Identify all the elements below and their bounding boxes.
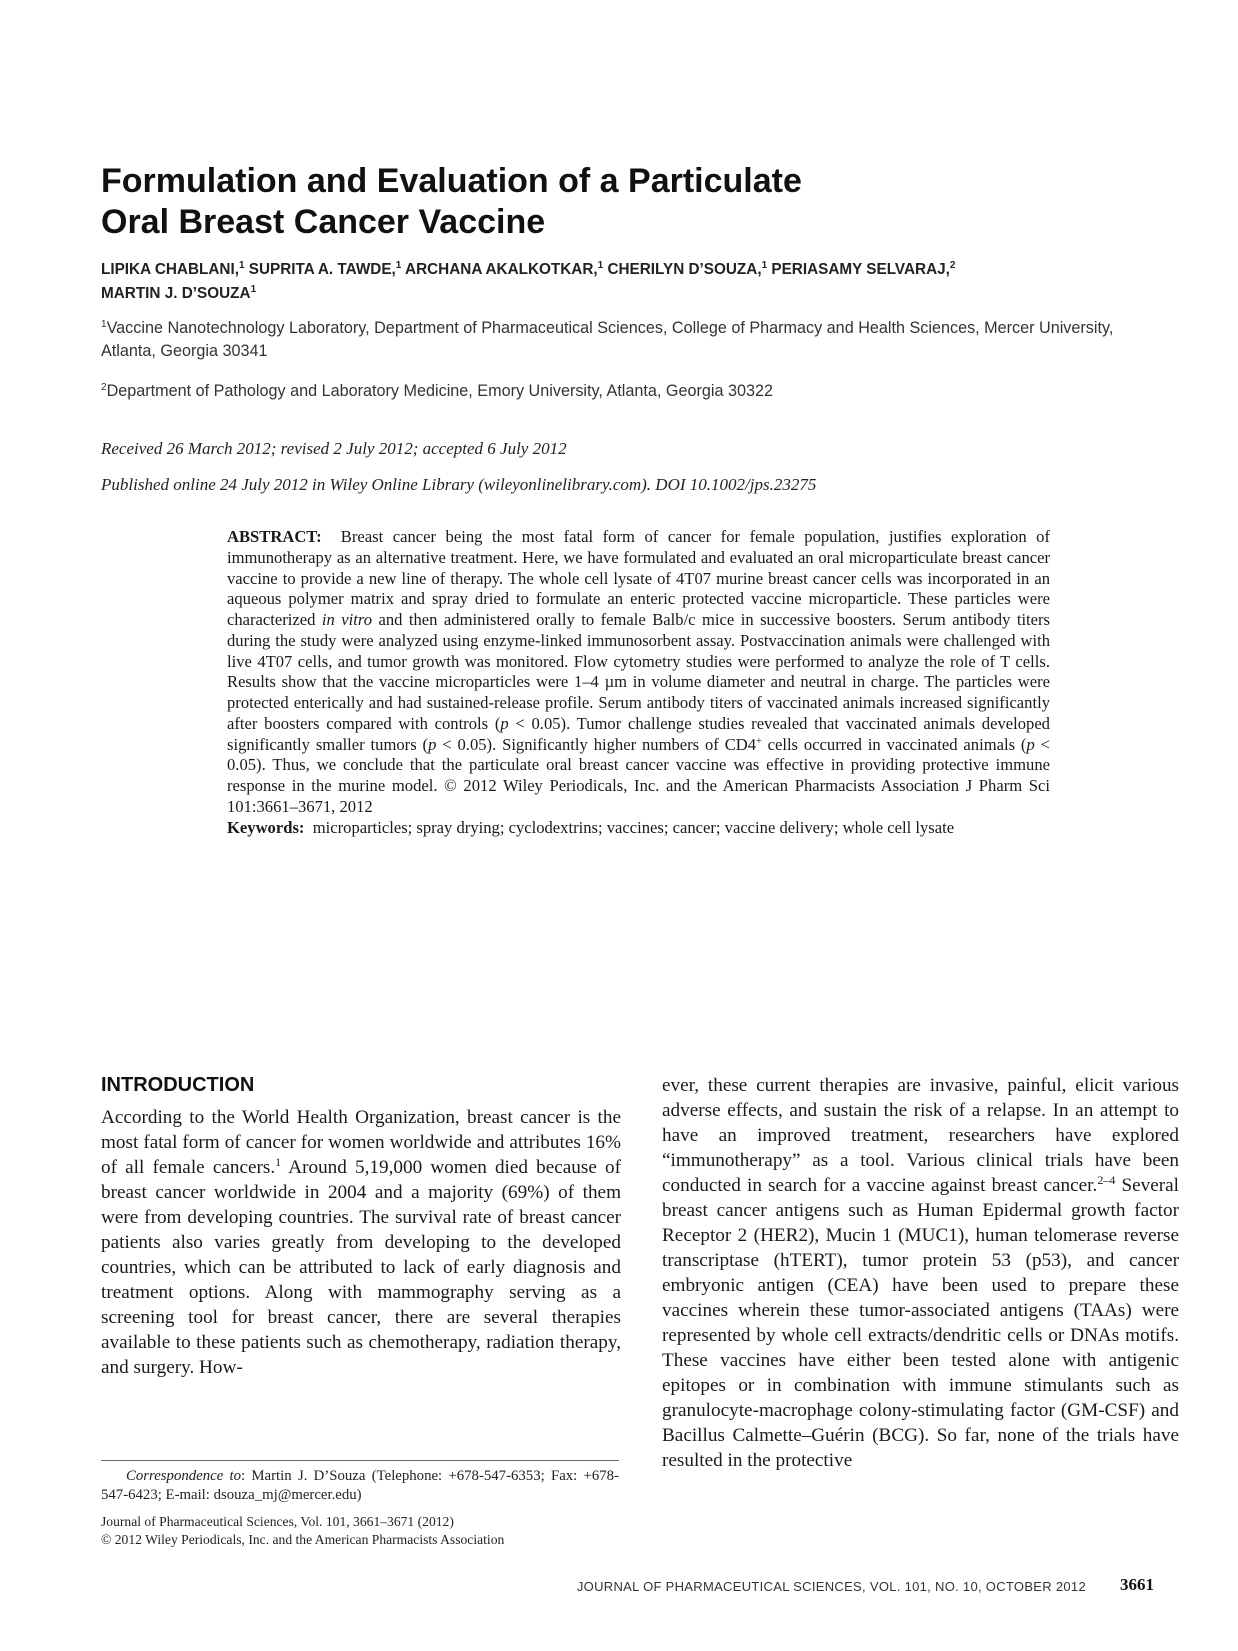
author: ARCHANA AKALKOTKAR,$^1$: [405, 260, 604, 278]
journal-volume-line: Journal of Pharmaceutical Sciences, Vol. 101, 3661–3671 (2012): [101, 1514, 454, 1529]
author: CHERILYN D’SOUZA,$^1$: [607, 260, 768, 278]
section-heading-introduction: INTRODUCTION: [101, 1074, 255, 1096]
title-line-2: Oral Breast Cancer Vaccine: [101, 202, 546, 241]
paragraph: According to the World Health Organization, breast cancer is the most fatal form of cancer for women worldwide and attributes 16% of all female cancers.$^1$ Around 5,19,000 women died because of breast cancer worldwide in 2004 and a majority (69%) of them were from developing countries. The survival rate of breast cancer patients also varies greatly from developing to the developed countries, which can be attributed to lack of early diagnosis and treatment options. Along with mammography serving as a screening tool for breast cancer, there are several therapies available to these patients such as chemotherapy, radiation therapy, and surgery. How-: [101, 1107, 621, 1378]
abstract-label: ABSTRACT:: [227, 527, 322, 546]
title-line-1: Formulation and Evaluation of a Particulate: [101, 161, 802, 200]
page-number: 3661: [1120, 1575, 1154, 1594]
running-footer: JOURNAL OF PHARMACEUTICAL SCIENCES, VOL. 101, NO. 10, OCTOBER 2012: [576, 1579, 1086, 1594]
paragraph: ever, these current therapies are invasive, painful, elicit various adverse effects, and sustain the risk of a relapse. In an attempt to have an improved treatment, researchers have explored “immunotherapy” as a tool. Various clinical trials have been conducted in search for a vaccine against breast cancer.$^{2-4}$ Several breast cancer antigens such as Human Epidermal growth factor Receptor 2 (HER2), Mucin 1 (MUC1), human telomerase reverse transcriptase (hTERT), tumor protein 53 (p53), and cancer embryonic antigen (CEA) have been used to prepare these vaccines wherein these tumor-associated antigens (TAAs) were represented by whole cell extracts/dendritic cells or DNAs motifs. These vaccines have either been tested alone with antigenic epitopes or in combination with immune stimulants such as granulocyte-macrophage colony-stimulating factor (GM-CSF) and Bacillus Calmette–Guérin (BCG). So far, none of the trials have resulted in the protective: [662, 1075, 1179, 1471]
author: MARTIN J. D’SOUZA$^1$: [101, 284, 257, 302]
author-list: [101, 258, 1151, 306]
abstract: [227, 527, 1050, 838]
author: SUPRITA A. TAWDE,$^1$: [248, 260, 402, 278]
received-dates: Received 26 March 2012; revised 2 July 2012; accepted 6 July 2012: [101, 439, 567, 458]
abstract-body: ABSTRACT: Breast cancer being the most fatal form of cancer for female population, justifies exploration of immunotherapy as an alternative treatment. Here, we have formulated and evaluated an oral microparticulate breast cancer vaccine to provide a new line of therapy. The whole cell lysate of 4T07 murine breast cancer cells was incorporated in an aqueous polymer matrix and spray dried to formulate an enteric protected vaccine microparticle. These particles were characterized in vitro and then administered orally to female Balb/c mice in successive boosters. Serum antibody titers during the study were analyzed using enzyme-linked immunosorbent assay. Postvaccination animals were challenged with live 4T07 cells, and tumor growth was monitored. Flow cytometry studies were performed to analyze the role of T cells. Results show that the vaccine microparticles were 1–4 µm in volume diameter and neutral in charge. The particles were protected enterically and had sustained-release profile. Serum antibody titers of vaccinated animals increased significantly after boosters compared with controls (p < 0.05). Tumor challenge studies revealed that vaccinated animals developed significantly smaller tumors (p < 0.05). Significantly higher numbers of CD4+ cells occurred in vaccinated animals (p < 0.05). Thus, we conclude that the particulate oral breast cancer vaccine was effective in providing protective immune response in the murine model. © 2012 Wiley Periodicals, Inc. and the American Pharmacists Association J Pharm Sci 101:3661–3671, 2012: [227, 527, 1051, 816]
correspondence-footnote: Correspondence to: Martin J. D’Souza (Telephone: +678-547-6353; Fax: +678-547-6423; E-mail: dsouza_mj@mercer.edu): [101, 1468, 619, 1503]
copyright-line: © 2012 Wiley Periodicals, Inc. and the American Pharmacists Association: [101, 1532, 505, 1547]
article-title: [101, 161, 1101, 243]
author: LIPIKA CHABLANI,$^1$: [101, 260, 245, 278]
footnote-divider: [101, 1460, 619, 1461]
publication-info: Published online 24 July 2012 in Wiley Online Library (wileyonlinelibrary.com). DOI 10.1002/jps.23275: [101, 475, 817, 494]
affiliation-2: $^2$Department of Pathology and Laboratory Medicine, Emory University, Atlanta, Georgia 30322: [101, 382, 774, 400]
keywords-label: Keywords:: [227, 817, 305, 837]
affiliation-1: $^1$Vaccine Nanotechnology Laboratory, Department of Pharmaceutical Sciences, College of Pharmacy and Health Sciences, Mercer University, Atlanta, Georgia 30341: [101, 319, 1114, 360]
author: PERIASAMY SELVARAJ,$^2$: [771, 260, 956, 278]
body-column-right: [662, 1073, 1179, 1473]
journal-citation: [101, 1513, 619, 1549]
body-column-left: [101, 1105, 621, 1380]
citation: 2–4: [1097, 1173, 1116, 1187]
keywords: Keywords: microparticles; spray drying; cyclodextrins; vaccines; cancer; vaccine delivery; whole cell lysate: [227, 817, 955, 837]
citation: 1: [275, 1155, 282, 1169]
